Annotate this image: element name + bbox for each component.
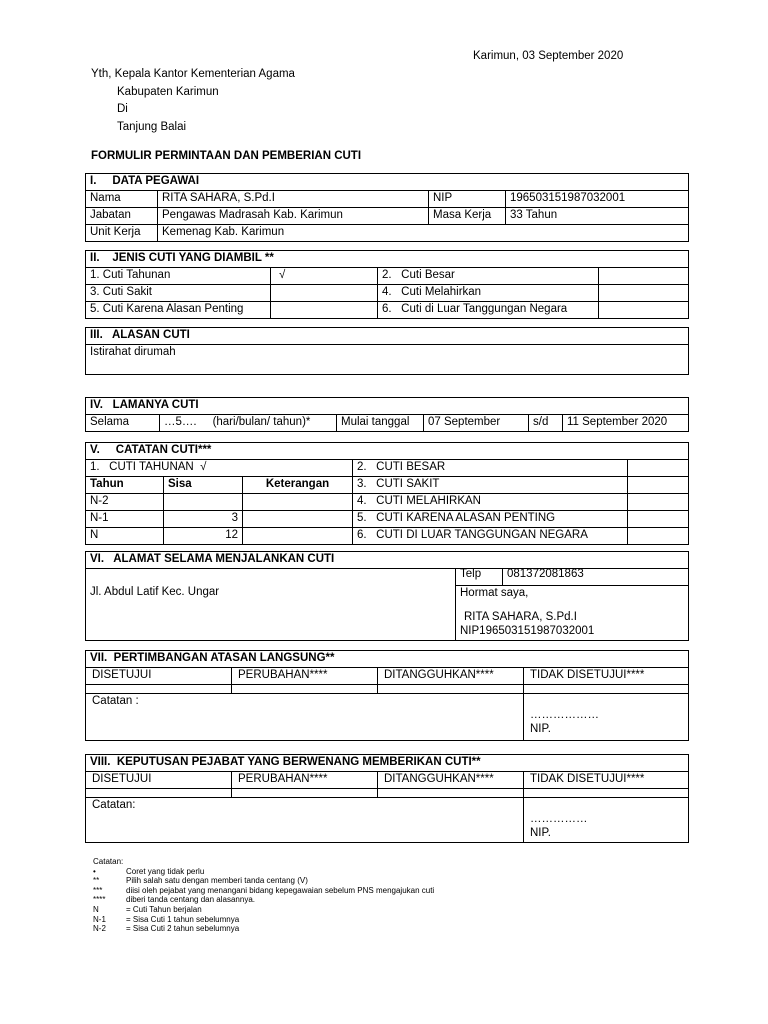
n1-sisa[interactable]: 3 (164, 511, 243, 528)
section-title: II. JENIS CUTI YANG DIAMBIL ** (86, 251, 689, 268)
pejabat-signature (524, 798, 689, 843)
cuti-luar-tanggungan-note[interactable] (628, 528, 689, 545)
footnote-key: ** (93, 876, 100, 886)
footnote-key: N (93, 904, 99, 914)
perubahan-label: PERUBAHAN**** (232, 668, 378, 685)
sisa-header: Sisa (164, 477, 243, 494)
signature-dots: ……………… (530, 709, 599, 721)
masa-kerja-value: 33 Tahun (506, 208, 689, 225)
cuti-sakit-check[interactable] (271, 285, 378, 302)
footnote-item (93, 866, 205, 877)
n2-label: N-2 (86, 494, 164, 511)
section-title: VI. ALAMAT SELAMA MENJALANKAN CUTI (86, 552, 689, 569)
cuti-besar-label: 2. Cuti Besar (378, 268, 599, 285)
disetujui-check[interactable] (86, 685, 232, 694)
footnote-item (93, 924, 240, 934)
cuti-melahirkan-label: 4. Cuti Melahirkan (378, 285, 599, 302)
masa-kerja-label: Masa Kerja (429, 208, 506, 225)
footnote-item (93, 914, 240, 925)
tidak-disetujui-check[interactable] (524, 685, 689, 694)
n-keterangan[interactable] (243, 528, 353, 545)
section-title: III. ALASAN CUTI (86, 328, 689, 345)
recipient-line-1: Yth, Kepala Kantor Kementerian Agama (91, 68, 295, 80)
keterangan-header: Keterangan (243, 477, 353, 494)
footnote-key: **** (93, 895, 106, 905)
telp-value[interactable]: 081372081863 (503, 569, 689, 586)
section-title: I. DATA PEGAWAI (86, 174, 689, 191)
signature-dots: …………… (530, 813, 588, 825)
cuti-alasan-penting-row: 5. CUTI KARENA ALASAN PENTING (353, 511, 628, 528)
cuti-luar-tanggungan-check[interactable] (599, 302, 689, 319)
cuti-sakit-label: 3. Cuti Sakit (86, 285, 271, 302)
footnote-item (93, 876, 308, 886)
alamat-value[interactable]: Jl. Abdul Latif Kec. Ungar (86, 585, 456, 640)
alamat-spacer (86, 569, 456, 586)
form-title: FORMULIR PERMINTAAN DAN PEMBERIAN CUTI (91, 150, 362, 162)
ditangguhkan-check[interactable] (378, 685, 524, 694)
cuti-besar-note[interactable] (628, 460, 689, 477)
footnote-text: Pilih salah satu dengan memberi tanda centang (V) (126, 876, 308, 886)
cuti-sakit-note[interactable] (628, 477, 689, 494)
perubahan-check[interactable] (232, 789, 378, 798)
signer-name: RITA SAHARA, S.Pd.I (464, 610, 577, 623)
catatan-atasan[interactable]: Catatan : (86, 694, 524, 741)
pejabat-nip: NIP. (530, 827, 551, 839)
perubahan-check[interactable] (232, 685, 378, 694)
footnote-text: diisi oleh pejabat yang menangani bidang kepegawaian sebelum PNS mengajukan cuti (126, 885, 435, 895)
n2-sisa[interactable] (164, 494, 243, 511)
section-jenis-cuti (85, 250, 689, 319)
footnote-key: *** (93, 885, 103, 895)
hormat-saya: Hormat saya, (460, 586, 529, 599)
cuti-melahirkan-row: 4. CUTI MELAHIRKAN (353, 494, 628, 511)
date-line: Karimun, 03 September 2020 (473, 50, 624, 62)
ditangguhkan-label: DITANGGUHKAN**** (378, 668, 524, 685)
recipient-line-4: Tanjung Balai (117, 121, 187, 133)
n2-keterangan[interactable] (243, 494, 353, 511)
tidak-disetujui-check[interactable] (524, 789, 689, 798)
nip-value: 196503151987032001 (506, 191, 689, 208)
cuti-besar-row: 2. CUTI BESAR (353, 460, 628, 477)
footnote-item (93, 904, 202, 915)
signer-nip: NIP196503151987032001 (460, 624, 595, 637)
unit-kerja-value: Kemenag Kab. Karimun (158, 225, 689, 242)
n1-label: N-1 (86, 511, 164, 528)
disetujui-label: DISETUJUI (86, 668, 232, 685)
section-title: VII. PERTIMBANGAN ATASAN LANGSUNG** (86, 651, 689, 668)
catatan-pejabat[interactable]: Catatan: (86, 798, 524, 843)
signature-space (460, 600, 684, 610)
footnote-text: diberi tanda centang dan alasannya. (126, 895, 255, 905)
cuti-tahunan-row: 1. CUTI TAHUNAN √ (86, 460, 353, 477)
footnote-text: Coret yang tidak perlu (126, 866, 205, 876)
cuti-tahunan-label: 1. Cuti Tahunan (86, 268, 271, 285)
ditangguhkan-label: DITANGGUHKAN**** (378, 772, 524, 789)
jabatan-label: Jabatan (86, 208, 158, 225)
n-sisa[interactable]: 12 (164, 528, 243, 545)
cuti-alasan-penting-label: 5. Cuti Karena Alasan Penting (86, 302, 271, 319)
cuti-luar-tanggungan-row: 6. CUTI DI LUAR TANGGUNGAN NEGARA (353, 528, 628, 545)
cuti-alasan-penting-check[interactable] (271, 302, 378, 319)
telp-label: Telp (456, 569, 503, 586)
section-data-pegawai (85, 173, 689, 242)
footnote-item (93, 885, 435, 896)
n-label: N (86, 528, 164, 545)
unit-kerja-label: Unit Kerja (86, 225, 158, 242)
cuti-tahunan-check[interactable]: √ (271, 268, 378, 285)
sd-label: s/d (529, 415, 563, 432)
jabatan-value: Pengawas Madrasah Kab. Karimun (158, 208, 429, 225)
durasi-value[interactable]: …5…. (hari/bulan/ tahun)* (160, 415, 337, 432)
mulai-tanggal-label: Mulai tanggal (337, 415, 424, 432)
cuti-sakit-row: 3. CUTI SAKIT (353, 477, 628, 494)
section-keputusan-pejabat (85, 754, 689, 843)
tidak-disetujui-label: TIDAK DISETUJUI**** (524, 772, 689, 789)
disetujui-check[interactable] (86, 789, 232, 798)
footnote-key: N-2 (93, 924, 106, 934)
nip-label: NIP (429, 191, 506, 208)
cuti-melahirkan-check[interactable] (599, 285, 689, 302)
ditangguhkan-check[interactable] (378, 789, 524, 798)
section-alasan-cuti (85, 327, 689, 375)
atasan-nip: NIP. (530, 723, 551, 735)
recipient-line-3: Di (117, 103, 128, 115)
tanggal-mulai-value[interactable]: 07 September (424, 415, 529, 432)
section-title: IV. LAMANYA CUTI (86, 398, 689, 415)
atasan-signature (524, 694, 689, 741)
nama-label: Nama (86, 191, 158, 208)
footnote-text: = Sisa Cuti 2 tahun sebelumnya (126, 924, 240, 934)
cuti-melahirkan-note[interactable] (628, 494, 689, 511)
tanggal-akhir-value[interactable]: 11 September 2020 (563, 415, 689, 432)
tidak-disetujui-label: TIDAK DISETUJUI**** (524, 668, 689, 685)
footnote-key: N-1 (93, 914, 106, 924)
section-title: VIII. KEPUTUSAN PEJABAT YANG BERWENANG MEMBERIKAN CUTI** (86, 755, 689, 772)
cuti-luar-tanggungan-label: 6. Cuti di Luar Tanggungan Negara (378, 302, 599, 319)
selama-label: Selama (86, 415, 160, 432)
n1-keterangan[interactable] (243, 511, 353, 528)
alasan-cuti-value[interactable]: Istirahat dirumah (86, 345, 689, 375)
section-catatan-cuti (85, 442, 689, 545)
footnote-text: = Sisa Cuti 1 tahun sebelumnya (126, 914, 240, 924)
nama-value: RITA SAHARA, S.Pd.I (158, 191, 429, 208)
perubahan-label: PERUBAHAN**** (232, 772, 378, 789)
signature-block (456, 585, 689, 640)
section-title: V. CATATAN CUTI*** (86, 443, 689, 460)
section-lamanya-cuti (85, 397, 689, 432)
footnotes (93, 857, 435, 934)
footnote-key: • (93, 866, 96, 876)
tahun-header: Tahun (86, 477, 164, 494)
cuti-alasan-penting-note[interactable] (628, 511, 689, 528)
footnote-text: = Cuti Tahun berjalan (126, 904, 202, 914)
footnote-item (93, 895, 255, 905)
section-alamat-cuti (85, 551, 689, 641)
recipient-line-2: Kabupaten Karimun (117, 86, 219, 98)
cuti-besar-check[interactable] (599, 268, 689, 285)
disetujui-label: DISETUJUI (86, 772, 232, 789)
section-pertimbangan-atasan (85, 650, 689, 741)
footnotes-title: Catatan: (93, 857, 124, 866)
